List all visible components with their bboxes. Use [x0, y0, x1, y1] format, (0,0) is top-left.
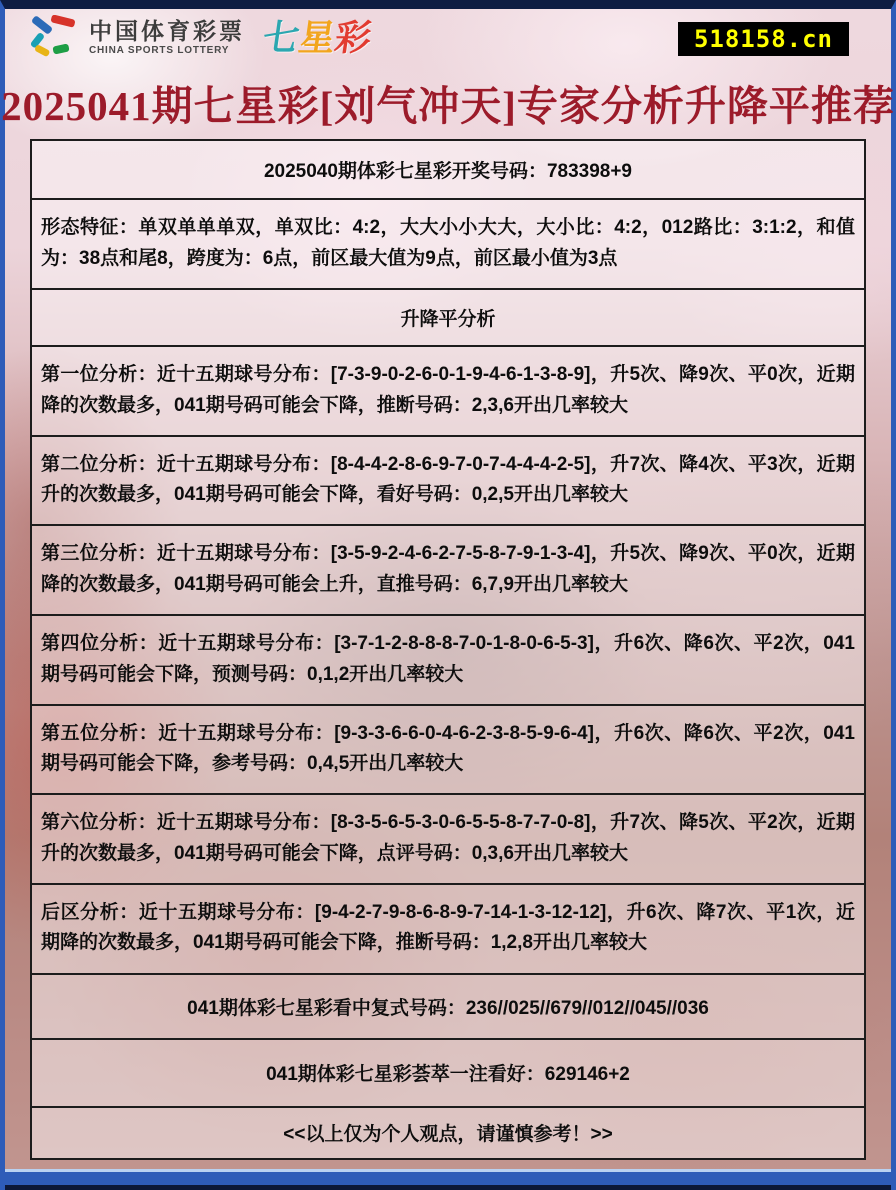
china-sports-lottery-logo	[27, 15, 374, 61]
row-disclaimer: <<以上仅为个人观点，请谨慎参考！>>	[32, 1106, 864, 1158]
row-compound-numbers: 041期体彩七星彩看中复式号码：236//025//679//012//045//036	[32, 973, 864, 1038]
logo-cn-label: 中国体育彩票	[89, 18, 245, 44]
logo-text	[89, 20, 245, 56]
row-single-pick: 041期体彩七星彩荟萃一注看好：629146+2	[32, 1038, 864, 1106]
bottom-border-blue	[5, 1172, 891, 1185]
sports-lottery-icon	[27, 15, 79, 61]
row-back-zone: 后区分析：近十五期球号分布：[9-4-2-7-9-8-6-8-9-7-14-1-3-12-12]，升6次、降7次、平1次，近期降的次数最多，041期号码可能会下降，推断号码：1,2,8开出几率较大	[32, 883, 864, 973]
row-position-1: 第一位分析：近十五期球号分布：[7-3-9-0-2-6-0-1-9-4-6-1-3-8-9]，升5次、降9次、平0次，近期降的次数最多，041期号码可能会下降，推断号码：2,3,6开出几率较大	[32, 345, 864, 435]
bottom-border-dark	[5, 1185, 891, 1190]
logo-en-label: CHINA SPORTS LOTTERY	[89, 45, 230, 56]
header	[5, 9, 891, 65]
analysis-sheet	[30, 139, 866, 1160]
row-position-6: 第六位分析：近十五期球号分布：[8-3-5-6-5-3-0-6-5-5-8-7-7-0-8]，升7次、降5次、平2次，近期升的次数最多，041期号码可能会下降，点评号码：0,3,6开出几率较大	[32, 793, 864, 883]
row-position-4: 第四位分析：近十五期球号分布：[3-7-1-2-8-8-8-7-0-1-8-0-6-5-3]，升6次、降6次、平2次，041期号码可能会下降，预测号码：0,1,2开出几率较大	[32, 614, 864, 704]
page-title: 2025041期七星彩[刘气冲天]专家分析升降平推荐	[1, 82, 895, 129]
row-section-header: 升降平分析	[32, 288, 864, 345]
brand-char-qi: 七	[260, 17, 302, 58]
row-pattern-features: 形态特征：单双单单单双，单双比：4:2，大大小小大大，大小比：4:2，012路比：3:1:2，和值为：38点和尾8，跨度为：6点，前区最大值为9点，前区最小值为3点	[32, 198, 864, 288]
qixingcai-wordmark	[260, 17, 374, 58]
bottom-border	[5, 1169, 891, 1190]
row-last-draw-result: 2025040期体彩七星彩开奖号码：783398+9	[263, 161, 633, 182]
row-position-3: 第三位分析：近十五期球号分布：[3-5-9-2-4-6-2-7-5-8-7-9-1-3-4]，升5次、降9次、平0次，近期降的次数最多，041期号码可能会上升，直推号码：6,7,9开出几率较大	[32, 524, 864, 614]
brand-char-cai: 彩	[332, 17, 374, 58]
site-url-badge: 518158.cn	[678, 22, 849, 56]
row-position-2: 第二位分析：近十五期球号分布：[8-4-4-2-8-6-9-7-0-7-4-4-4-2-5]，升7次、降4次、平3次，近期升的次数最多，041期号码可能会下降，看好号码：0,2,5开出几率较大	[32, 435, 864, 525]
brand-char-xing: 星	[296, 17, 338, 58]
row-position-5: 第五位分析：近十五期球号分布：[9-3-3-6-6-0-4-6-2-3-8-5-9-6-4]，升6次、降6次、平2次，041期号码可能会下降，参考号码：0,4,5开出几率较大	[32, 704, 864, 794]
